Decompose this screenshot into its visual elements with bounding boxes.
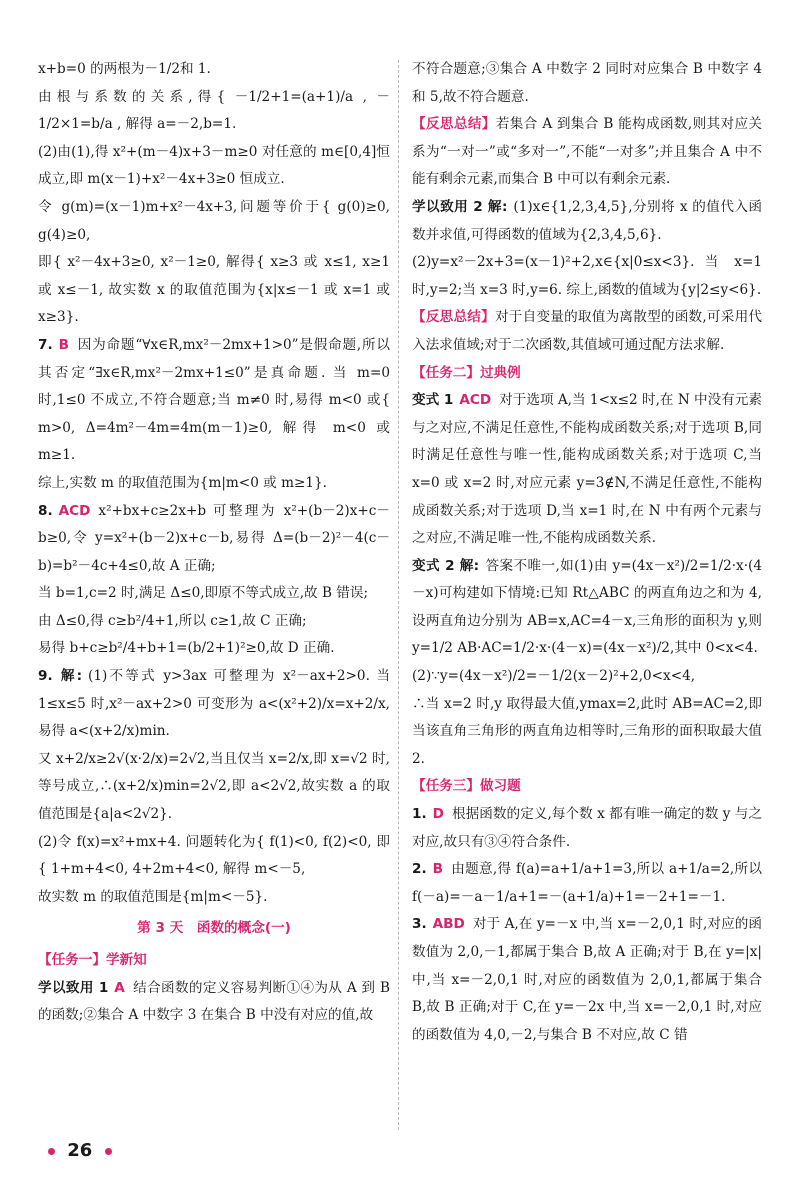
paragraph-text: (2)令 f(x)=x²+mx+4. 问题转化为{ f(1)<0, f(2)<0, 即{ 1+m+4<0, 4+2m+4<0, 解得 m<－5, bbox=[38, 833, 390, 878]
paragraph-text: (1)不等式 y>3ax 可整理为 x²－ax+2>0. 当 1≤x≤5 时,x²－ax+2>0 可变形为 a<(x²+2)/x=x+2/x,易得 a<(x+2/x)min. bbox=[38, 668, 390, 740]
paragraph-text: 又 x+2/x≥2√(x·2/x)=2√2,当且仅当 x=2/x,即 x=√2 时,等号成立,∴(x+2/x)min=2√2,即 a<2√2,故实数 a 的取值范围是{a|a<2√2}. bbox=[38, 750, 390, 823]
answer-key: ABD bbox=[432, 916, 465, 933]
right-paragraph bbox=[412, 663, 762, 691]
item-number: 9. bbox=[38, 668, 53, 685]
left-paragraph bbox=[38, 84, 390, 139]
paragraph-text: 若集合 A 到集合 B 能构成函数,则其对应关系为“一对一”或“多对一”,不能“一对多”;并且集合 A 中不能有剩余元素,而集合 B 中可以有剩余元素. bbox=[412, 116, 762, 188]
paragraph-text: 对于选项 A,当 1<x≤2 时,在 N 中没有元素与之对应,不满足任意性,不能构成函数关系;对于选项 B,同时满足任意性与唯一性,能构成函数关系;对于选项 C,当 x=0 或 x=2 时,对应元素 y=3∉N,不满足任意性,不能构成函数关系;对于选项 D,当 x=1 时,在 N 中有两个元素与之对应,不满足唯一性,不能构成函数关系. bbox=[412, 392, 762, 547]
paragraph-text: 因为命题“∀x∈R,mx²－2mx+1>0”是假命题,所以其否定“∃x∈R,mx²－2mx+1≤0”是真命题. 当 m=0 时,1≤0 不成立,不符合题意;当 m≠0 时,易得 m<0 或{ m>0, Δ=4m²－4m=4m(m－1)≥0, 解得 m<0 或 m≥1. bbox=[38, 336, 390, 464]
paragraph-text: 易得 b+c≥b²/4+b+1=(b/2+1)²≥0,故 D 正确. bbox=[38, 640, 335, 657]
paragraph-text: 对于自变量的取值为离散型的函数,可采用代入法求值域;对于二次函数,其值域可通过配方法求解. bbox=[412, 309, 762, 353]
paragraph-text: x+b=0 的两根为－1/2和 1. bbox=[38, 61, 211, 77]
right-paragraph bbox=[412, 304, 762, 359]
right-paragraph bbox=[412, 856, 762, 911]
section-title: 第 3 天 函数的概念(一) bbox=[137, 920, 291, 937]
item-heading: 学以致用 1 bbox=[38, 979, 109, 996]
right-column bbox=[412, 56, 762, 1049]
column-divider bbox=[398, 60, 399, 1130]
paragraph-text: 故实数 m 的取值范围是{m|m<－5}. bbox=[38, 888, 268, 905]
left-paragraph bbox=[38, 635, 390, 663]
answer-key: D bbox=[432, 806, 444, 823]
left-paragraph bbox=[38, 884, 390, 912]
left-paragraph bbox=[38, 249, 390, 332]
paragraph-text: 由 Δ≤0,得 c≥b²/4+1,所以 c≥1,故 C 正确; bbox=[38, 612, 307, 629]
left-paragraph bbox=[38, 608, 390, 636]
paragraph-text: 由题意,得 f(a)=a+1/a+1=3,所以 a+1/a=2,所以 f(－a)=－a－1/a+1=－(a+1/a)+1=－2+1=－1. bbox=[412, 861, 762, 905]
item-heading: 变式 1 bbox=[412, 392, 454, 409]
left-paragraph bbox=[38, 975, 390, 1030]
paragraph-text: 当 b=1,c=2 时,满足 Δ≤0,即原不等式成立,故 B 错误; bbox=[38, 585, 369, 602]
left-paragraph bbox=[38, 829, 390, 884]
paragraph-text: 根据函数的定义,每个数 x 都有唯一确定的数 y 与之对应,故只有③④符合条件. bbox=[412, 806, 762, 850]
left-paragraph bbox=[38, 580, 390, 608]
item-number: 7. bbox=[38, 336, 53, 353]
item-number: 2. bbox=[412, 861, 427, 878]
left-paragraph bbox=[38, 194, 390, 249]
answer-key: A bbox=[114, 979, 125, 996]
left-paragraph bbox=[38, 332, 390, 470]
reflection-tag: 【反思总结】 bbox=[412, 309, 495, 326]
paragraph-text: 综上,实数 m 的取值范围为{m|m<0 或 m≥1}. bbox=[38, 474, 327, 491]
right-paragraph bbox=[412, 911, 762, 1049]
left-paragraph bbox=[38, 663, 390, 746]
page-number: 26 bbox=[67, 1140, 93, 1161]
left-paragraph bbox=[38, 498, 390, 581]
left-column bbox=[38, 56, 390, 1030]
item-number: 8. bbox=[38, 502, 53, 519]
item-number: 3. bbox=[412, 916, 427, 933]
left-paragraph bbox=[38, 470, 390, 498]
bullet-dot-icon bbox=[105, 1148, 112, 1155]
item-number: 1. bbox=[412, 806, 427, 823]
right-paragraph bbox=[412, 56, 762, 111]
reflection-tag: 【反思总结】 bbox=[412, 116, 496, 133]
right-paragraph bbox=[412, 801, 762, 856]
paragraph-text: 由根与系数的关系,得{ －1/2+1=(a+1)/a , －1/2×1=b/a , 解得 a=－2,b=1. bbox=[38, 88, 390, 133]
task-label: 【任务一】学新知 bbox=[38, 952, 147, 968]
paragraph-text: 令 g(m)=(x－1)m+x²－4x+3,问题等价于{ g(0)≥0, g(4)≥0, bbox=[38, 198, 390, 243]
paragraph-text: (1)x∈{1,2,3,4,5},分别将 x 的值代入函数并求值,可得函数的值域为{2,3,4,5,6}. bbox=[412, 198, 762, 243]
right-paragraph bbox=[412, 194, 762, 249]
paragraph-text: (2)由(1),得 x²+(m－4)x+3－m≥0 对任意的 m∈[0,4]恒成立,即 m(x－1)+x²－4x+3≥0 恒成立. bbox=[38, 143, 390, 188]
page-footer bbox=[42, 1140, 118, 1161]
right-paragraph: 【任务三】做习题 bbox=[412, 778, 521, 795]
right-paragraph bbox=[412, 691, 762, 774]
left-paragraph bbox=[38, 746, 390, 829]
paragraph-text: 答案不唯一,如(1)由 y=(4x－x²)/2=1/2·x·(4－x)可构建如下情境:已知 Rt△ABC 的两直角边之和为 4,设两直角边分别为 AB=x,AC=4－x,三角形的面积为 y,则 y=1/2 AB·AC=1/2·x·(4－x)=(4x－x²)/2,其中 0<x<4. bbox=[412, 557, 762, 657]
right-paragraph: 【任务二】过典例 bbox=[412, 364, 521, 381]
paragraph-text: ∴当 x=2 时,y 取得最大值,ymax=2,此时 AB=AC=2,即当该直角三角形的两直角边相等时,三角形的面积取最大值 2. bbox=[412, 695, 762, 767]
item-heading: 学以致用 2 解: bbox=[412, 198, 508, 215]
answer-key: ACD bbox=[58, 502, 91, 519]
paragraph-text: x²+bx+c≥2x+b 可整理为 x²+(b－2)x+c－b≥0,令 y=x²+(b－2)x+c－b,易得 Δ=(b－2)²－4(c－b)=b²－4c+4≤0,故 A 正确; bbox=[38, 502, 390, 574]
item-heading: 变式 2 解: bbox=[412, 557, 480, 574]
paragraph-text: (2)∵y=(4x－x²)/2=－1/2(x－2)²+2,0<x<4, bbox=[412, 668, 696, 685]
right-paragraph bbox=[412, 387, 762, 553]
answer-key: ACD bbox=[459, 392, 492, 409]
right-paragraph bbox=[412, 553, 762, 663]
right-paragraph bbox=[412, 111, 762, 194]
paragraph-text: (2)y=x²－2x+3=(x－1)²+2,x∈{x|0≤x<3}. 当 x=1 时,y=2;当 x=3 时,y=6. 综上,函数的值域为{y|2≤y<6}. bbox=[412, 254, 762, 298]
answer-key: B bbox=[58, 336, 69, 353]
answer-key: B bbox=[432, 861, 443, 878]
paragraph-text: 即{ x²－4x+3≥0, x²－1≥0, 解得{ x≥3 或 x≤1, x≥1 或 x≤－1, 故实数 x 的取值范围为{x|x≤－1 或 x=1 或 x≥3}. bbox=[38, 254, 390, 326]
bullet-dot-icon bbox=[48, 1148, 55, 1155]
item-heading: 解: bbox=[58, 668, 83, 685]
paragraph-text: 不符合题意;③集合 A 中数字 2 同时对应集合 B 中数字 4 和 5,故不符合题意. bbox=[412, 61, 762, 105]
left-paragraph bbox=[38, 56, 390, 84]
paragraph-text: 结合函数的定义容易判断①④为从 A 到 B 的函数;②集合 A 中数字 3 在集合 B 中没有对应的值,故 bbox=[38, 979, 390, 1024]
right-paragraph bbox=[412, 249, 762, 304]
left-paragraph bbox=[38, 139, 390, 194]
paragraph-text: 对于 A,在 y=－x 中,当 x=－2,0,1 时,对应的函数值为 2,0,－1,都属于集合 B,故 A 正确;对于 B,在 y=|x|中,当 x=－2,0,1 时,对应的函数值为 2,0,1,都属于集合 B,故 B 正确;对于 C,在 y=－2x 中,当 x=－2,0,1 时,对应的函数值为 4,0,－2,与集合 B 不对应,故 C 错 bbox=[412, 916, 762, 1043]
